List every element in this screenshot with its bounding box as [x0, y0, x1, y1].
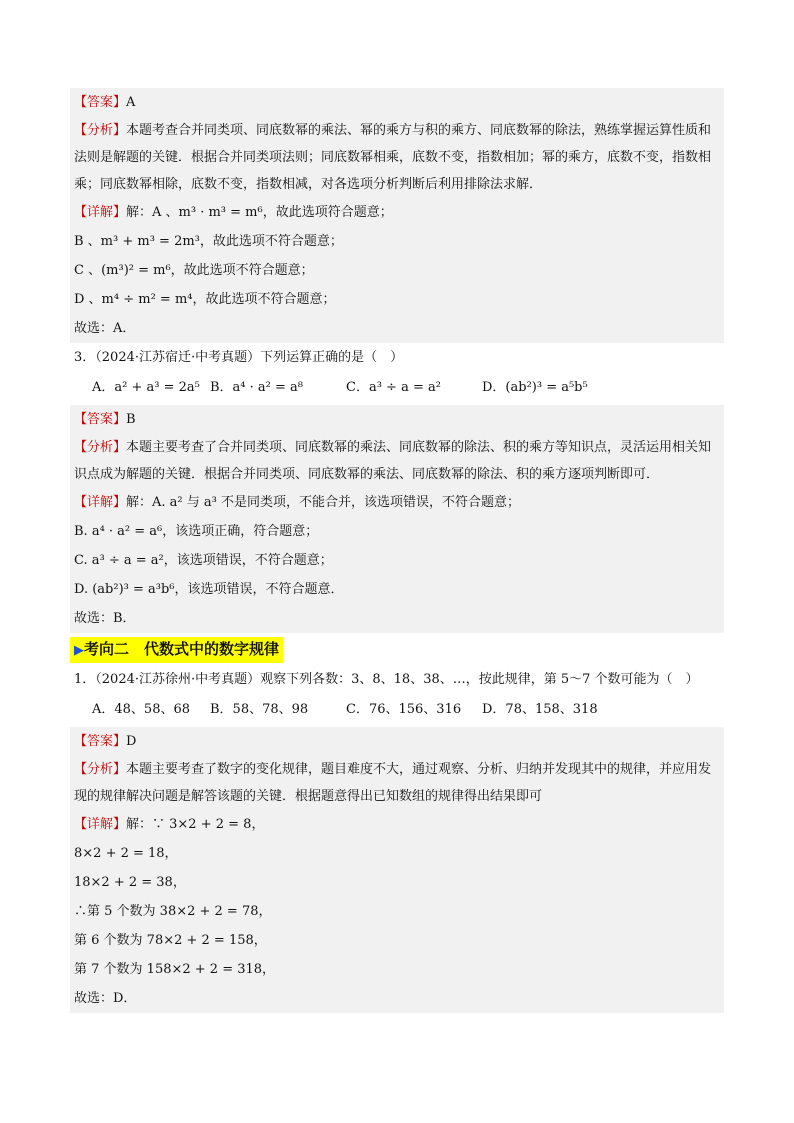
option-a: A．a² + a³ = 2a⁵ [92, 380, 200, 395]
analysis-paragraph [70, 117, 724, 198]
section-heading [70, 633, 724, 665]
detail-text: 解：A. a² 与 a³ 不是同类项，不能合并，该选项错误，不符合题意； [126, 495, 520, 510]
detail-line: C. a³ ÷ a = a²，该选项错误，不符合题意； [74, 553, 333, 568]
answer-tag: 【答案】 [74, 95, 127, 110]
detail-line: B. a⁴ · a² = a⁶，该选项正确，符合题意； [74, 524, 319, 539]
detail-line: D 、m⁴ ÷ m² = m⁴，故此选项不符合题意； [74, 292, 336, 307]
question-1-stem: 1．（2024·江苏徐州·中考真题）观察下列各数：3、8、18、38、…，按此规律，第 5〜7 个数可能为（ ） [74, 672, 699, 687]
option-d: D．78、158、318 [482, 702, 598, 717]
option-d: D．(ab²)³ = a⁵b⁵ [482, 380, 588, 395]
analysis-paragraph [70, 434, 724, 488]
option-b: B．a⁴ · a² = a⁸ [210, 380, 303, 395]
analysis-text: 本题主要考查了合并同类项、同底数幂的乘法、同底数幂的除法、积的乘方等知识点，灵活运用相关知识点成为解题的关键．根据合并同类项、同底数幂的乘法、同底数幂的除法、积的乘方逐项判断即可． [74, 440, 712, 482]
analysis-text: 本题主要考查了数字的变化规律，题目难度不大，通过观察、分析、归纳并发现其中的规律，并应用发现的规律解决问题是解答该题的关键．根据题意得出已知数组的规律得出结果即可 [74, 762, 712, 804]
section-title: 考向二 代数式中的数字规律 [84, 640, 280, 658]
answer-block-1 [70, 88, 724, 343]
detail-tag: 【详解】 [74, 817, 127, 832]
option-c: C．a³ ÷ a = a² [346, 380, 441, 395]
analysis-tag: 【分析】 [74, 762, 127, 777]
detail-line [70, 810, 724, 839]
answer-line [70, 405, 724, 434]
detail-tag: 【详解】 [74, 495, 127, 510]
detail-text: 解：∵ 3×2 + 2 = 8， [126, 817, 265, 832]
answer-tag: 【答案】 [74, 734, 127, 749]
question-1-options [70, 695, 724, 725]
analysis-tag: 【分析】 [74, 440, 127, 455]
detail-line: 第 7 个数为 158×2 + 2 = 318， [74, 962, 276, 977]
detail-line: 故选：D． [74, 991, 137, 1006]
option-a: A．48、58、68 [92, 702, 191, 717]
analysis-paragraph [70, 756, 724, 810]
answer-block-3 [70, 727, 724, 1013]
detail-line [70, 488, 724, 517]
detail-line: ∴第 5 个数为 38×2 + 2 = 78， [74, 904, 272, 919]
detail-line: 8×2 + 2 = 18， [74, 846, 178, 861]
answer-line [70, 727, 724, 756]
detail-line: 第 6 个数为 78×2 + 2 = 158， [74, 933, 267, 948]
answer-value: B [126, 412, 136, 427]
section-title-box [70, 637, 283, 663]
analysis-tag: 【分析】 [74, 123, 127, 138]
detail-text: 解：A 、m³ · m³ = m⁶，故此选项符合题意； [126, 205, 393, 220]
question-3-stem: 3．（2024·江苏宿迁·中考真题）下列运算正确的是（ ） [74, 350, 404, 365]
detail-line: 18×2 + 2 = 38， [74, 875, 186, 890]
detail-line: D. (ab²)³ = a³b⁶，该选项错误，不符合题意． [74, 582, 344, 597]
analysis-text: 本题考查合并同类项、同底数幂的乘法、幂的乘方与积的乘方、同底数幂的除法，熟练掌握运算性质和法则是解题的关键．根据合并同类项法则；同底数幂相乘，底数不变，指数相加；幂的乘方，底数不变，指数相乘；同底数幂相除，底数不变，指数相减，对各选项分析判断后利用排除法求解． [74, 123, 712, 192]
triangle-marker-icon: ▶ [74, 643, 84, 658]
detail-line [70, 198, 724, 227]
answer-tag: 【答案】 [74, 412, 127, 427]
detail-line: 故选：B． [74, 611, 136, 626]
option-b: B．58、78、98 [210, 702, 309, 717]
detail-tag: 【详解】 [74, 205, 127, 220]
answer-block-2 [70, 405, 724, 633]
answer-line [70, 88, 724, 117]
detail-line: B 、m³ + m³ = 2m³，故此选项不符合题意； [74, 234, 343, 249]
detail-line: 故选：A． [74, 321, 136, 336]
option-c: C．76、156、316 [346, 702, 462, 717]
answer-value: A [126, 95, 136, 110]
page-content [70, 88, 724, 1013]
answer-value: D [126, 734, 137, 749]
question-3-options [70, 373, 724, 403]
detail-line: C 、(m³)² = m⁶，故此选项不符合题意； [74, 263, 314, 278]
